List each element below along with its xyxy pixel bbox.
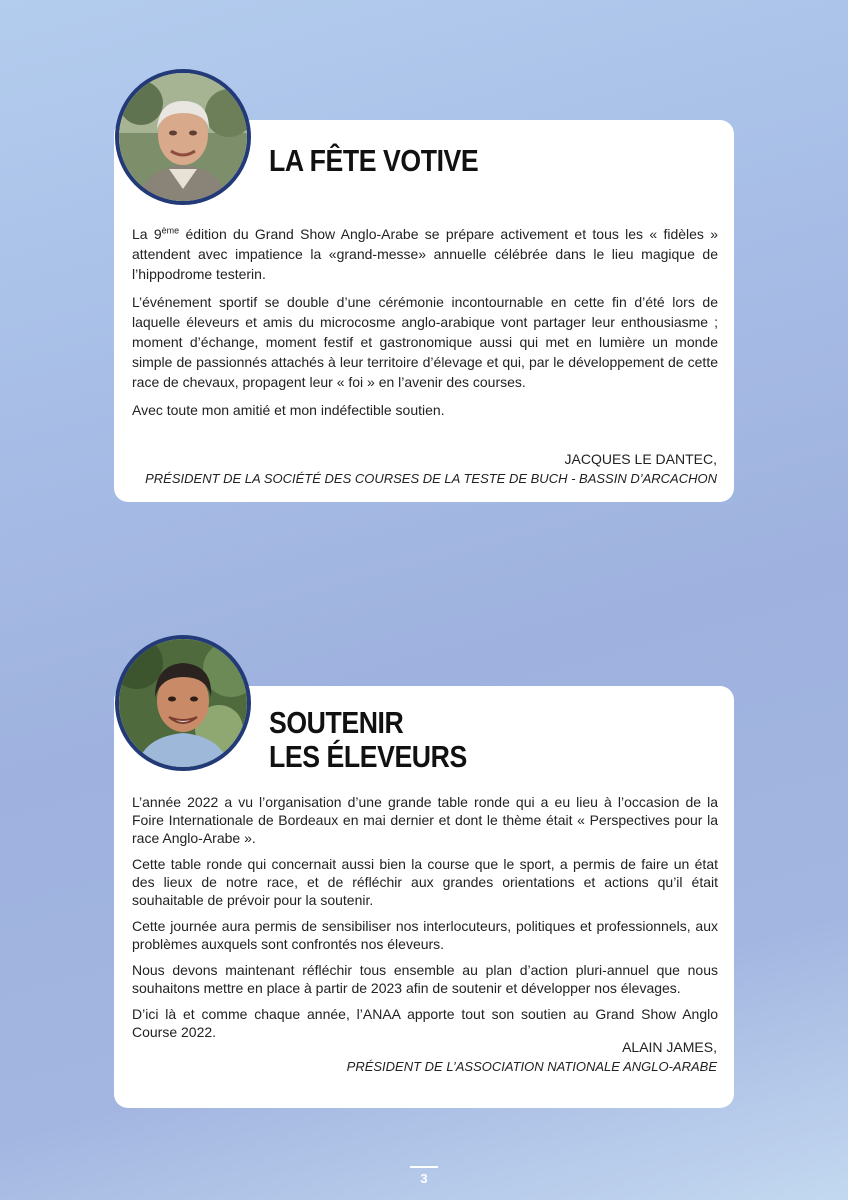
portrait-icon <box>119 73 247 201</box>
article-paragraph: L’année 2022 a vu l’organisation d’une grande table ronde qui a eu lieu à l’occasion de la Foire Internationale de Bordeaux en mai dernier et dont le thème était « Perspectives pour la race Anglo-Arabe ». <box>132 794 718 846</box>
article-paragraph: L’événement sportif se double d’une cérémonie incontournable en cette fin d’été lors de laquelle éleveurs et amis du microcosme anglo-arabique vont partager leur enthousiasme ; moment d’échange, moment festif et gastronomique aussi qui met en lumière un monde simple de passionnés attachés à leur territoire d’élevage et qui, par le développement de cette race de chevaux, propagent leur « foi » en l’avenir des courses. <box>132 294 718 390</box>
portrait-icon <box>119 639 247 767</box>
article-paragraph: Avec toute mon amitié et mon indéfectible soutien. <box>132 402 445 418</box>
article-paragraph: La 9ème édition du Grand Show Anglo-Arabe se prépare activement et tous les « fidèles » attendent avec impatience la «grand-messe» annuelle célébrée dans le lieu magique de l’hippodrome testerin. <box>132 225 718 282</box>
article-body <box>132 793 718 1049</box>
article-title-line: LES ÉLEVEURS <box>269 739 467 774</box>
article-title-line: SOUTENIR <box>269 705 404 740</box>
article-title <box>269 706 467 774</box>
author-portrait-photo <box>115 635 251 771</box>
superscript: ème <box>161 225 180 236</box>
article-body <box>132 224 718 428</box>
signature-name: JACQUES LE DANTEC, <box>564 451 717 467</box>
signature-block <box>145 450 717 488</box>
signature-role: PRÉSIDENT DE L’ASSOCIATION NATIONALE ANGLO-ARABE <box>346 1059 717 1074</box>
author-portrait-photo <box>115 69 251 205</box>
article-paragraph: Cette table ronde qui concernait aussi bien la course que le sport, a permis de faire un état des lieux de notre race, et de réfléchir aux grandes orientations et actions qu’il était souhaitable de prévoir pour la soutenir. <box>132 856 718 908</box>
article-paragraph: Nous devons maintenant réfléchir tous ensemble au plan d’action pluri-annuel que nous souhaitons mettre en place à partir de 2023 afin de soutenir et développer nos élevages. <box>132 962 718 996</box>
page-number: 3 <box>410 1166 438 1186</box>
signature-name: ALAIN JAMES, <box>622 1039 717 1055</box>
signature-role: PRÉSIDENT DE LA SOCIÉTÉ DES COURSES DE LA TESTE DE BUCH - BASSIN D’ARCACHON <box>145 471 717 486</box>
article-paragraph: Cette journée aura permis de sensibiliser nos interlocuteurs, politiques et professionnels, aux problèmes auxquels sont confrontés nos éleveurs. <box>132 918 718 952</box>
article-title-line: LA FÊTE VOTIVE <box>269 143 479 178</box>
article-title <box>269 144 478 178</box>
signature-block <box>347 1038 717 1076</box>
article-paragraph: D’ici là et comme chaque année, l’ANAA apporte tout son soutien au Grand Show Anglo Course 2022. <box>132 1006 718 1040</box>
